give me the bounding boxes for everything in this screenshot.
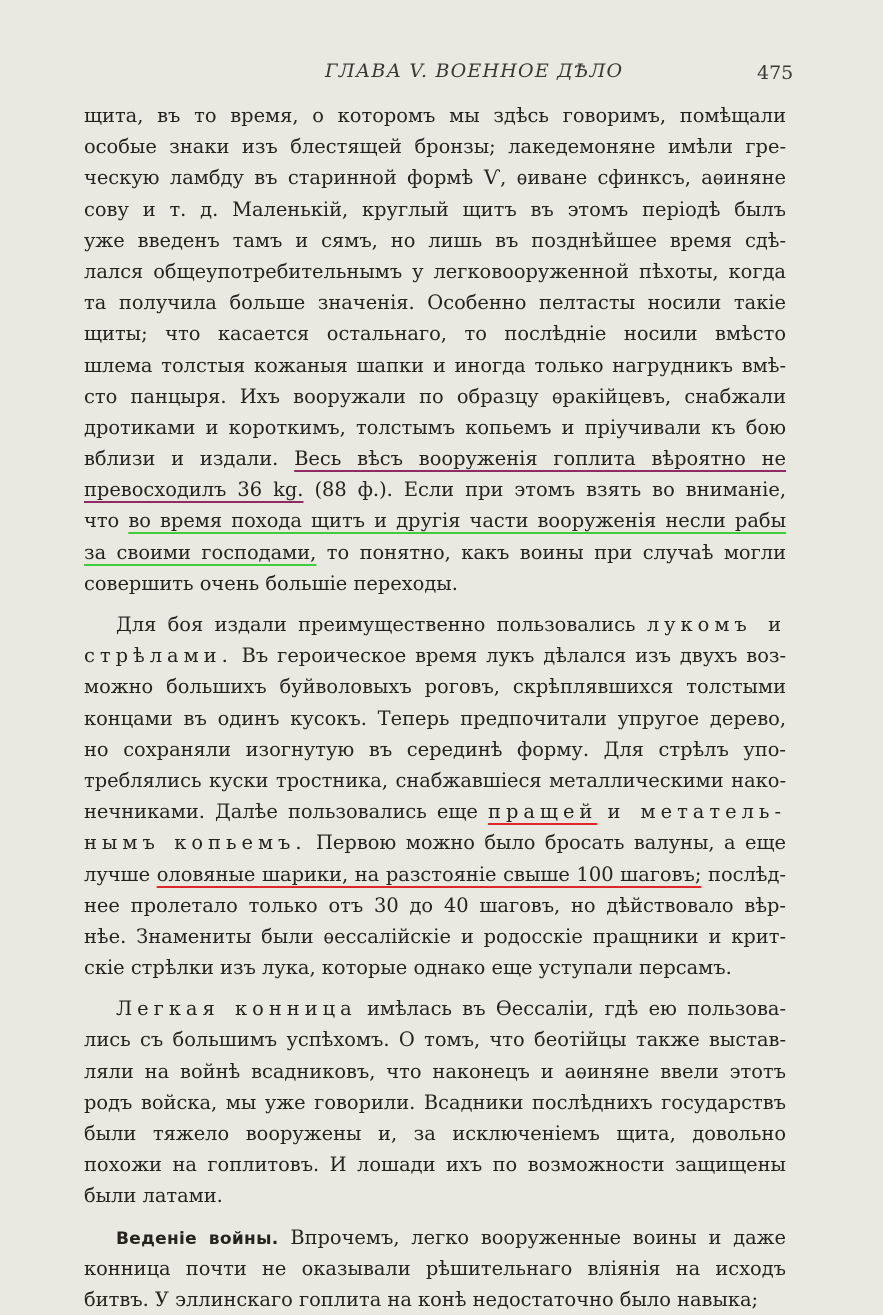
text-span: что xyxy=(84,509,120,533)
text-line xyxy=(84,827,786,858)
paragraph-ranged-weapons xyxy=(84,609,786,983)
text-span: нечниками. Далѣе пользовались еще xyxy=(84,800,478,824)
text-line: дротиками и короткимъ, толстымъ копьемъ и пріучивали къ бою xyxy=(84,415,786,439)
underlined-span-purple: превосходилъ 36 kg. xyxy=(84,478,304,502)
text-line: лался общеупотребительнымъ у легковооруженной пѣхоты, когда xyxy=(84,259,786,283)
text-line: щиты; что касается остальнаго, то послѣдніе носили вмѣсто xyxy=(84,322,786,346)
text-span: лучше xyxy=(84,862,151,886)
text-line: конница почти не оказывали рѣшительнаго вліянія на исходъ xyxy=(84,1256,786,1280)
text-line xyxy=(84,640,786,671)
text-line: лись съ большимъ успѣхомъ. О томъ, что беотійцы также выстав- xyxy=(84,1028,786,1052)
text-line: совершить очень большіе переходы. xyxy=(84,571,458,595)
spaced-term: нымъ копьемъ. xyxy=(84,831,307,855)
underlined-span-red: пращей xyxy=(488,800,598,824)
underlined-span-red: оловяные шарики, на разстояніе свыше 100 шаговъ; xyxy=(156,862,702,886)
text-span: (88 ф.). Если при этомъ взять во вниманіе, xyxy=(314,478,786,502)
text-span: Впрочемъ, легко вооруженные воины и даже xyxy=(290,1225,786,1249)
spaced-term: и метатель- xyxy=(607,800,786,824)
underlined-span-green: за своими господами, xyxy=(84,540,317,564)
text-line xyxy=(84,443,786,474)
text-line xyxy=(84,993,786,1024)
text-line xyxy=(84,859,786,890)
text-line xyxy=(84,474,786,505)
text-span: то понятно, какъ воины при случаѣ могли xyxy=(326,540,786,564)
text-line: шлема толстыя кожаныя шапки и иногда только нагрудникъ вмѣ- xyxy=(84,353,786,377)
spaced-term: лукомъ и xyxy=(646,613,786,636)
chapter-title: ГЛАВА V. ВОЕННОЕ ДѢЛО xyxy=(325,60,624,82)
text-span: Для боя издали преимущественно пользовались xyxy=(116,613,636,636)
section-heading: Веденіе войны. xyxy=(116,1228,279,1249)
text-line: треблялись куски тростника, снабжавшіеся металлическими нако- xyxy=(84,768,786,792)
text-line: но сохраняли изогнутую въ серединѣ форму. Для стрѣлъ упо- xyxy=(84,737,786,761)
underlined-span-purple: Весь вѣсъ вооруженія гоплита вѣроятно не xyxy=(294,447,786,471)
text-line: нѣе. Знамениты были ѳессалійскіе и родосскіе пращники и крит- xyxy=(84,924,786,948)
paragraph-cavalry xyxy=(84,993,786,1211)
text-line: сову и т. д. Маленькій, круглый щитъ въ этомъ періодѣ былъ xyxy=(84,197,786,221)
text-span: послѣд- xyxy=(708,862,786,886)
text-line: особые знаки изъ блестящей бронзы; лакедемоняне имѣли гре- xyxy=(84,135,786,159)
text-span: Въ героическое время лукъ дѣлался изъ двухъ воз- xyxy=(241,644,786,668)
text-line: были тяжело вооружены и, за исключеніемъ щита, довольно xyxy=(84,1122,786,1145)
text-span: вблизи и издали. xyxy=(84,447,279,471)
text-line xyxy=(84,796,786,827)
paragraph-gap xyxy=(84,983,786,993)
text-line xyxy=(84,537,786,568)
paragraph-warfare xyxy=(84,1222,786,1315)
paragraph-shields xyxy=(84,100,786,599)
text-line: концами въ одинъ кусокъ. Теперь предпочитали упругое дерево, xyxy=(84,706,786,730)
text-line xyxy=(84,1222,786,1253)
text-line: та получила больше значенія. Особенно пелтасты носили такіе xyxy=(84,291,786,315)
text-line: сто панцыря. Ихъ вооружали по образцу ѳракійцевъ, снабжали xyxy=(84,384,786,408)
text-line: уже введенъ тамъ и сямъ, но лишь въ позднѣйшее время сдѣ- xyxy=(84,228,786,252)
text-line: щита, въ то время, о которомъ мы здѣсь говоримъ, помѣщали xyxy=(84,104,786,127)
spaced-term: стрѣлами. xyxy=(84,644,233,668)
text-line: ческую ламбду въ старинной формѣ Ѵ, ѳиване сфинксъ, аѳиняне xyxy=(84,166,786,190)
running-header xyxy=(0,60,883,90)
underlined-span-green: во время похода щитъ и другія части вооруженія несли рабы xyxy=(128,509,786,533)
text-line: ляли на войнѣ всадниковъ, что наконецъ и аѳиняне ввели этотъ xyxy=(84,1059,786,1083)
text-line: битвъ. У эллинскаго гоплита на конѣ недостаточно было навыка; xyxy=(84,1287,759,1311)
body-text xyxy=(84,100,786,1315)
text-span: Первою можно было бросать валуны, а еще xyxy=(316,831,786,855)
text-line: родъ войска, мы уже говорили. Всадники послѣднихъ государствъ xyxy=(84,1090,786,1114)
text-line: похожи на гоплитовъ. И лошади ихъ по возможности защищены xyxy=(84,1153,786,1177)
paragraph-gap xyxy=(84,1212,786,1222)
text-span: имѣлась въ Ѳессаліи, гдѣ ею пользова- xyxy=(366,997,786,1021)
page-number: 475 xyxy=(757,62,794,84)
text-line xyxy=(84,505,786,536)
text-line xyxy=(84,609,786,640)
spaced-term: Легкая конница xyxy=(116,997,357,1021)
paragraph-gap xyxy=(84,599,786,609)
text-line: были латами. xyxy=(84,1184,223,1208)
text-line: можно большихъ буйволовыхъ роговъ, скрѣплявшихся толстыми xyxy=(84,675,786,699)
text-line: скіе стрѣлки изъ лука, которые однако еще уступали персамъ. xyxy=(84,956,732,980)
text-line: нее пролетало только отъ 30 до 40 шаговъ, но дѣйствовало вѣр- xyxy=(84,893,786,917)
